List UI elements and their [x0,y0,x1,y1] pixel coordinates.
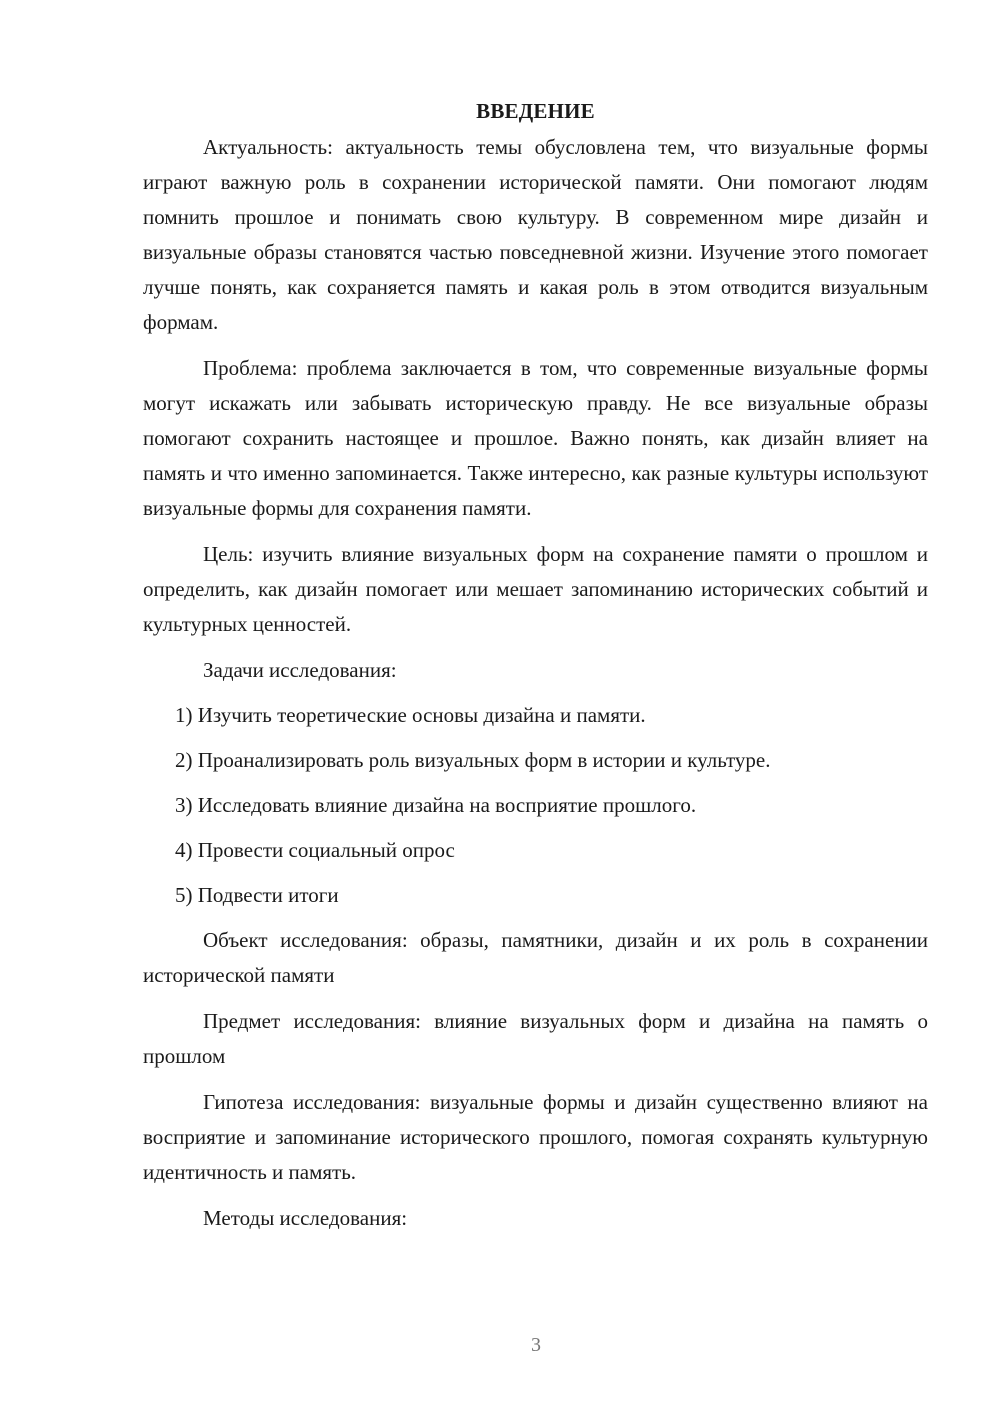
paragraph-relevance: Актуальность: актуальность темы обусловлена тем, что визуальные формы играют важную роль в сохранении исторической памяти. Они помогают людям помнить прошлое и понимать свою культуру. В современном мире дизайн и визуальные образы становятся частью повседневной жизни. Изучение этого помогает лучше понять, как сохраняется память и какая роль в этом отводится визуальным формам. [143,135,928,334]
list-item: 4) Провести социальный опрос [175,838,455,862]
page-number: 3 [531,1334,541,1356]
paragraph-goal: Цель: изучить влияние визуальных форм на сохранение памяти о прошлом и определить, как дизайн помогает или мешает запоминанию исторических событий и культурных ценностей. [143,542,928,636]
list-item: 1) Изучить теоретические основы дизайна и памяти. [175,703,646,727]
list-item: 2) Проанализировать роль визуальных форм в истории и культуре. [175,748,771,772]
paragraph-problem: Проблема: проблема заключается в том, что современные визуальные формы могут искажать или забывать историческую правду. Не все визуальные образы помогают сохранить настоящее и прошлое. Важно понять, как дизайн влияет на память и что именно запоминается. Также интересно, как разные культуры используют визуальные формы для сохранения памяти. [143,356,928,520]
page-title: ВВЕДЕНИЕ [476,99,595,123]
paragraph-subject: Предмет исследования: влияние визуальных форм и дизайна на память о прошлом [143,1009,928,1068]
paragraph-object: Объект исследования: образы, памятники, дизайн и их роль в сохранении исторической памяти [143,928,928,987]
tasks-heading: Задачи исследования: [203,658,397,682]
list-item: 5) Подвести итоги [175,883,339,907]
list-item: 3) Исследовать влияние дизайна на восприятие прошлого. [175,793,697,817]
page-content [143,96,928,1246]
methods-heading: Методы исследования: [203,1206,408,1230]
paragraph-hypothesis: Гипотеза исследования: визуальные формы и дизайн существенно влияют на восприятие и запоминание исторического прошлого, помогая сохранять культурную идентичность и память. [143,1090,928,1184]
